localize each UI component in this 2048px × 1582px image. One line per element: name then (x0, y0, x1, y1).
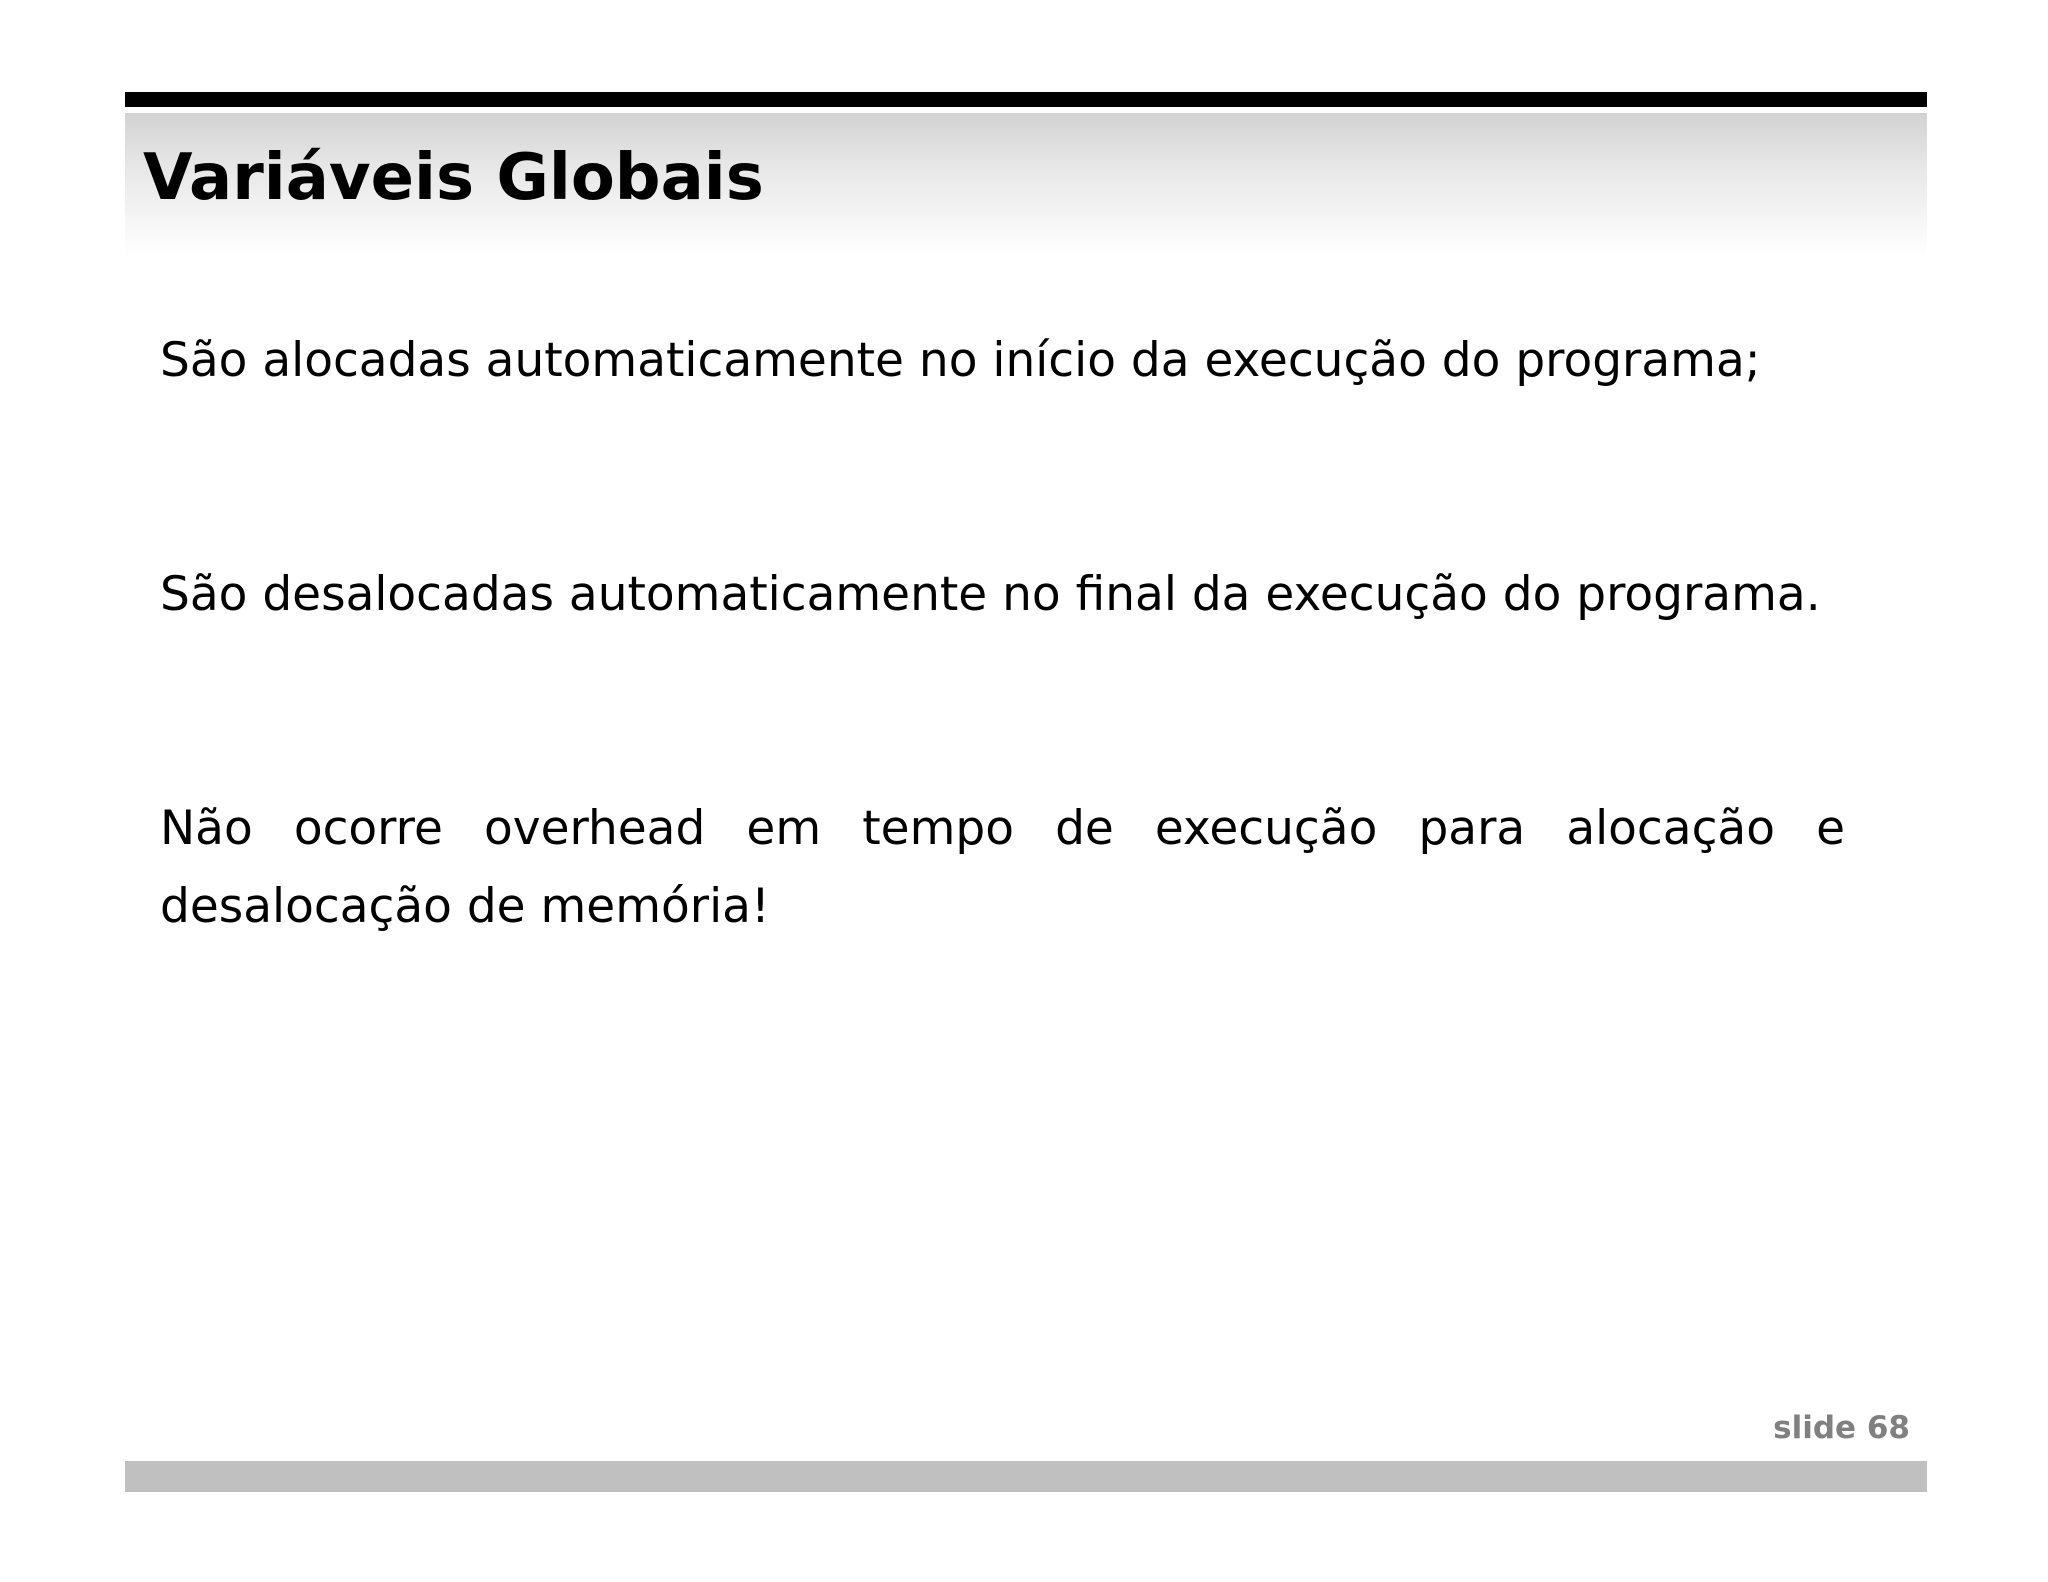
bottom-bar (125, 1461, 1927, 1492)
slide-title: Variáveis Globais (143, 141, 764, 215)
slide-number: slide 68 (1773, 1410, 1910, 1446)
paragraph-deallocation: São desalocadas automaticamente no final da execução do programa. (160, 567, 1821, 622)
top-rule (125, 92, 1927, 107)
paragraph-overhead: Não ocorre overhead em tempo de execução para alocação e desalocação de memória! (160, 801, 1845, 934)
paragraph-allocation: São alocadas automaticamente no início da execução do programa; (160, 333, 1761, 388)
